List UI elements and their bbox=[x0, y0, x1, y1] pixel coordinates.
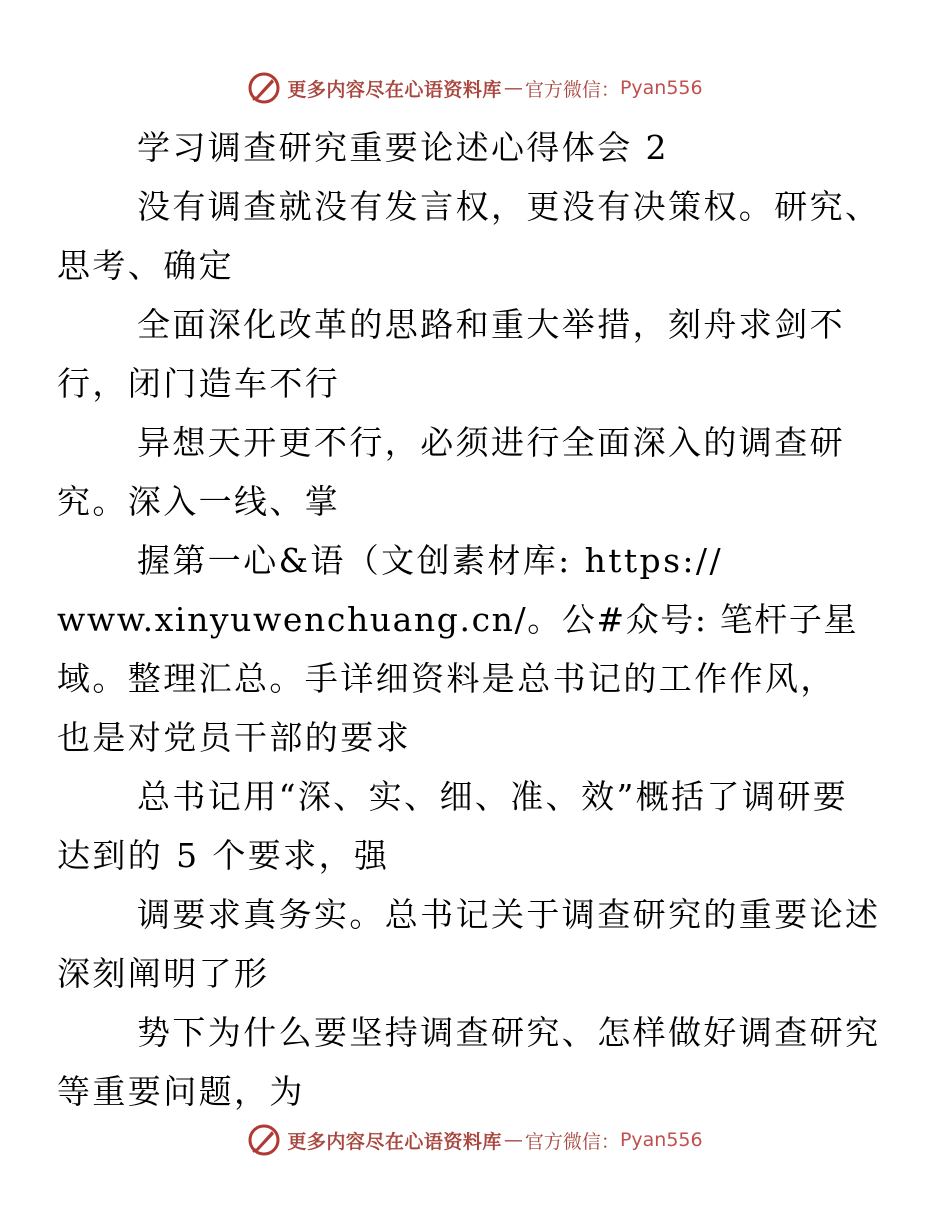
paragraph-5: 总书记用“深、实、细、准、效”概括了调研要 达到的 5 个要求，强 bbox=[57, 777, 849, 875]
banner-wechat-label: 官方微信： bbox=[524, 1130, 620, 1153]
banner-dash: — bbox=[503, 1129, 523, 1151]
banner-wechat-id: Pyan556 bbox=[619, 1129, 703, 1151]
paragraph-3: 异想天开更不行，必须进行全面深入的调查研 究。深入一线、掌 bbox=[57, 423, 845, 521]
quill-logo-icon bbox=[247, 71, 281, 105]
banner-text: 更多内容尽在心语资料库 bbox=[287, 1130, 502, 1153]
paragraph-1: 没有调查就没有发言权，更没有决策权。研究、 思考、确定 bbox=[57, 187, 881, 285]
paragraph-4: 握第一心&语（文创素材库: https:// www.xinyuwenchuang.cn/。公#众号: 笔杆子星 域。整理汇总。手详细资料是总书记的工作作风， 也是对党员干部的要求 bbox=[57, 541, 859, 757]
banner-dash: — bbox=[503, 77, 523, 99]
document-title: 学习调查研究重要论述心得体会 2 bbox=[137, 128, 669, 167]
header-banner bbox=[0, 68, 950, 108]
banner-text: 更多内容尽在心语资料库 bbox=[287, 78, 502, 101]
quill-logo-icon bbox=[247, 1123, 281, 1157]
document-body bbox=[57, 118, 881, 1121]
paragraph-6: 调要求真务实。总书记关于调查研究的重要论述 深刻阐明了形 bbox=[57, 895, 881, 993]
banner-wechat-label: 官方微信： bbox=[524, 78, 620, 101]
paragraph-7: 势下为什么要坚持调查研究、怎样做好调查研究 等重要问题，为 bbox=[57, 1013, 881, 1111]
paragraph-2: 全面深化改革的思路和重大举措，刻舟求剑不 行，闭门造车不行 bbox=[57, 305, 845, 403]
footer-banner bbox=[0, 1120, 950, 1160]
banner-wechat-id: Pyan556 bbox=[619, 77, 703, 99]
